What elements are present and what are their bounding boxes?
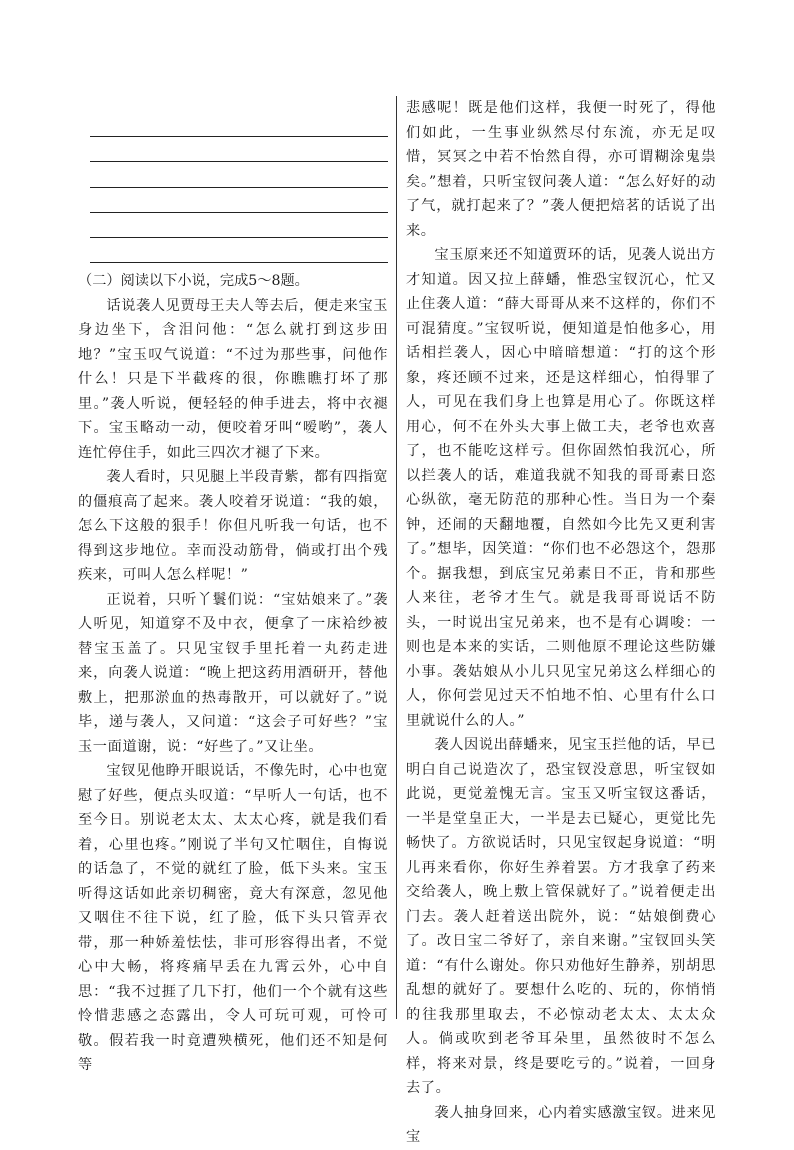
right-column [406, 96, 716, 1150]
paragraph-continued: 悲感呢！既是他们这样，我便一时死了，得他们如此，一生事业纵然尽付东流，亦无足叹惜，冥冥之中若不怡然自得，亦可谓糊涂鬼祟矣。”想着，只听宝钗问袭人道：“怎么好好的动了气，就打起来了？”袭人便把焙茗的话说了出来。 [406, 100, 716, 239]
paragraph: 袭人看时，只见腿上半段青紫，都有四指宽的僵痕高了起来。袭人咬着牙说道：“我的娘，怎么下这般的狠手！你但凡听我一句话，也不得到这步地位。幸而没动筋骨，倘或打出个残疾来，可叫人怎么样呢！” [78, 469, 388, 584]
paragraph: 袭人抽身回来，心内着实感激宝钗。进来见宝 [406, 1104, 716, 1145]
right-text [406, 96, 716, 1150]
section-title: （二）阅读以下小说，完成5～8题。 [78, 273, 309, 290]
paragraph: 袭人因说出薛蟠来，见宝玉拦他的话，早已明白自己说造次了，恐宝钗没意思，听宝钗如此说，更觉羞愧无言。宝玉又听宝钗这番话，一半是堂皇正大，一半是去已疑心，更觉比先畅快了。方欲说话时，只见宝钗起身说道：“明儿再来看你，你好生养着罢。方才我拿了药来交给袭人，晚上敷上管保就好了。”说着便走出门去。袭人赶着送出院外，说：“姑娘倒费心了。改日宝二爷好了，亲自来谢。”宝钗回头笑道：“有什么谢处。你只劝他好生静养，别胡思乱想的就好了。要想什么吃的、玩的，你悄悄的往我那里取去，不必惊动老太太、太太众人。倘或吹到老爷耳朵里，虽然彼时不怎么样，将来对景，终是要吃亏的。”说着，一回身去了。 [406, 737, 716, 1096]
paragraph: 正说着，只听丫鬟们说：“宝姑娘来了。”袭人听见，知道穿不及中衣，便拿了一床袷纱被替宝玉盖了。只见宝钗手里托着一丸药走进来，向袭人说道：“晚上把这药用酒研开，替他敷上，把那淤血的热毒散开，可以就好了。”说毕，递与袭人，又问道：“这会子可好些？”宝玉一面道谢，说：“好些了。”又让坐。 [78, 591, 388, 755]
answer-lines [78, 112, 388, 263]
left-column [78, 96, 388, 1078]
column-divider [396, 96, 397, 1019]
answer-line[interactable] [90, 238, 388, 263]
answer-line[interactable] [90, 188, 388, 213]
left-text [78, 294, 388, 1078]
paragraph: 宝钗见他睁开眼说话，不像先时，心中也宽慰了好些，便点头叹道：“早听人一句话，也不至今日。别说老太太、太太心疼，就是我们看着，心里也疼。”刚说了半句又忙咽住，自悔说的话急了，不觉的就红了脸，低下头来。宝玉听得这话如此亲切稠密，竟大有深意，忽见他又咽住不往下说，红了脸，低下头只管弄衣带，那一种娇羞怯怯，非可形容得出者，不觉心中大畅，将疼痛早丢在九霄云外，心中自思：“我不过捱了几下打，他们一个个就有这些怜惜悲感之态露出，令人可玩可观，可怜可敬。假若我一时竟遭殃横死，他们还不知是何等 [78, 763, 388, 1074]
paragraph: 宝玉原来还不知道贾环的话，见袭人说出方才知道。因又拉上薛蟠，惟恐宝钗沉心，忙又止住袭人道：“薛大哥哥从来不这样的，你们不可混猜度。”宝钗听说，便知道是怕他多心，用话相拦袭人，因心中暗暗想道：“打的这个形象，疼还顾不过来，还是这样细心，怕得罪了人，可见在我们身上也算是用心了。你既这样用心，何不在外头大事上做工夫，老爷也欢喜了，也不能吃这样亏。但你固然怕我沉心，所以拦袭人的话，难道我就不知我的哥哥素日恣心纵欲，毫无防范的那种心性。当日为一个秦钟，还闹的天翻地覆，自然如今比先又更利害了。”想毕，因笑道：“你们也不必怨这个，怨那个。据我想，到底宝兄弟素日不正，肯和那些人来往，老爷才生气。就是我哥哥说话不防头，一时说出宝兄弟来，也不是有心调唆：一则也是本来的实话，二则他原不理论这些防嫌小事。袭姑娘从小儿只见宝兄弟这么样细心的人，你何尝见过天不怕地不怕、心里有什么口里就说什么的人。” [406, 247, 716, 729]
answer-line[interactable] [90, 213, 388, 238]
answer-line[interactable] [90, 137, 388, 162]
answer-line[interactable] [90, 162, 388, 187]
paragraph: 话说袭人见贾母王夫人等去后，便走来宝玉身边坐下，含泪问他：“怎么就打到这步田地？”宝玉叹气说道：“不过为那些事，问他作什么！只是下半截疼的很，你瞧瞧打坏了那里。”袭人听说，便轻轻的伸手进去，将中衣褪下。宝玉略动一动，便咬着牙叫“嗳哟”，袭人连忙停住手，如此三四次才褪了下来。 [78, 297, 388, 461]
answer-line[interactable] [90, 112, 388, 137]
